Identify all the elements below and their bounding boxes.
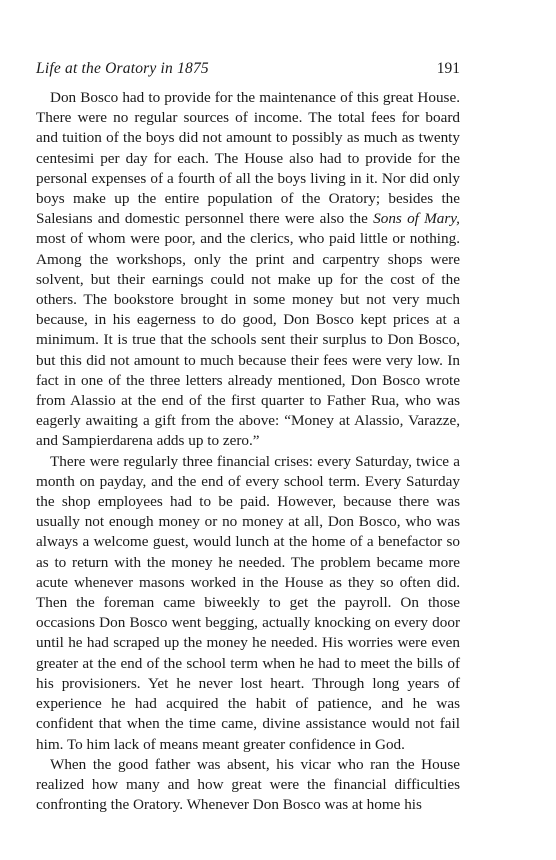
book-page xyxy=(36,60,460,815)
paragraph-1-text-end: most of whom were poor, and the clerics, who paid little or nothing. Among the workshops, only the print and carpentry shops were solvent, but their earnings could not make up for the cost of the others. The bookstore brought in some money but not very much because, in his eagerness to do good, Don Bosco kept prices at a minimum. It is true that the schools sent their surplus to Don Bosco, but this did not amount to much because their fees were very low. In fact in one of the three letters already mentioned, Don Bosco wrote from Alassio at the end of the first quarter to Father Rua, who was eagerly awaiting a gift from the above: “Money at Alassio, Varazze, and Sampierdarena adds up to zero.” xyxy=(36,230,460,450)
running-head: Life at the Oratory in 1875 xyxy=(36,60,209,77)
paragraph-2: There were regularly three financial crises: every Saturday, twice a month on payday, and the end of every school term. Every Saturday the shop employees had to be paid. However, because there was usually not enough money or no money at all, Don Bosco, who was always a welcome guest, would lunch at the home of a benefactor so as to return with the money he needed. The problem became more acute whenever masons worked in the House as they so often did. Then the foreman came biweekly to get the payroll. On those occasions Don Bosco went begging, actually knocking on every door until he had scraped up the money he needed. His worries were even greater at the end of the school term when he had to meet the bills of his provisioners. Yet he never lost heart. Through long years of experience he had acquired the habit of patience, and he was confident that when the time came, divine assistance would not fail him. To him lack of means meant greater confidence in God. xyxy=(36,452,460,753)
paragraph-1 xyxy=(36,88,460,452)
italic-title-sons-of-mary: Sons of Mary, xyxy=(373,210,460,228)
page-number: 191 xyxy=(436,60,460,77)
paragraph-3: When the good father was absent, his vicar who ran the House realized how many and how great were the financial difficulties confronting the Oratory. Whenever Don Bosco was at home his xyxy=(36,755,460,814)
body-text xyxy=(36,88,460,815)
page-header xyxy=(36,60,460,80)
paragraph-1-text-start: Don Bosco had to provide for the maintenance of this great House. There were no regular sources of income. The total fees for board and tuition of the boys did not amount to possibly as much as twenty centesimi per day for each. The House also had to provide for the personal expenses of a fourth of all the boys living in it. Nor did only boys make up the entire population of the Oratory; besides the Salesians and domestic personnel there were also the xyxy=(36,89,460,228)
